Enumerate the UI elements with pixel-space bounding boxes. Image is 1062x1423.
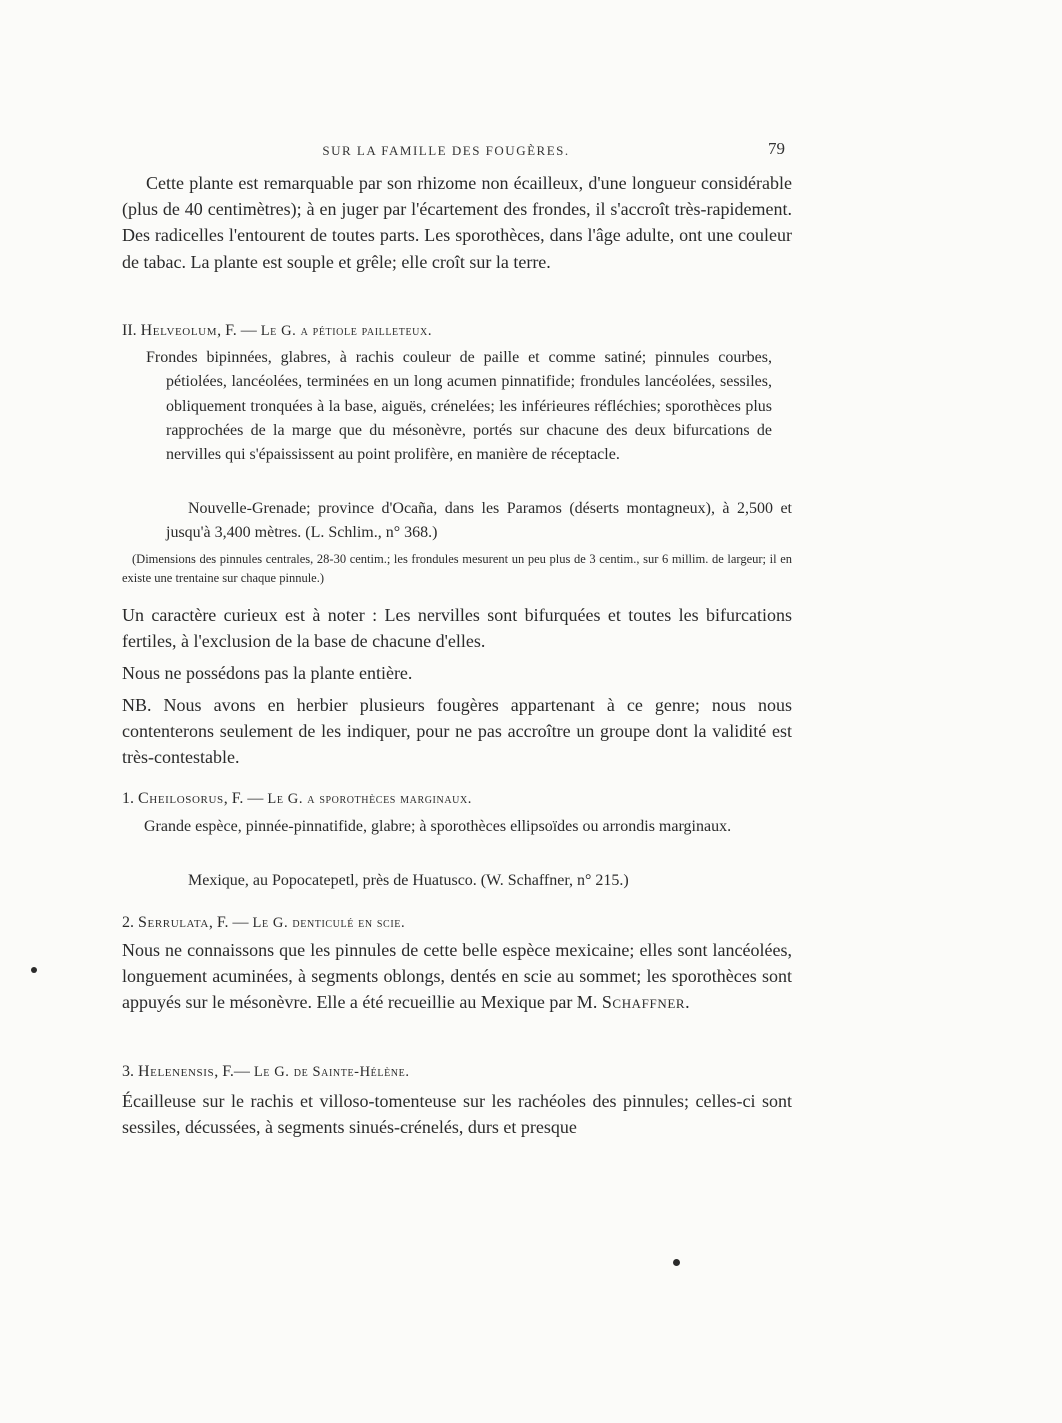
ink-speck bbox=[673, 1259, 680, 1266]
species-1-number: 1. bbox=[122, 790, 134, 807]
section-number: II. bbox=[122, 322, 137, 339]
species-1-title: Le G. a sporothèces marginaux. bbox=[267, 791, 473, 807]
section-ii-heading bbox=[122, 320, 432, 342]
species-2-description-end: . bbox=[685, 992, 690, 1013]
species-1-locality: Mexique, au Popocatepetl, près de Huatusco. (W. Schaffner, n° 215.) bbox=[188, 872, 629, 889]
species-3-number: 3. bbox=[122, 1063, 134, 1080]
genus-title: Le G. a pétiole pailleteux. bbox=[260, 323, 433, 339]
species-1-heading bbox=[122, 788, 472, 810]
species-2-author: , F. — bbox=[208, 914, 253, 931]
species-3-title: Le G. de Sainte-Hélène. bbox=[253, 1064, 410, 1080]
ink-speck bbox=[31, 967, 37, 973]
species-3-name: Helenensis bbox=[138, 1063, 215, 1080]
species-3-heading bbox=[122, 1061, 410, 1083]
species-2-number: 2. bbox=[122, 914, 134, 931]
genus-name: Helveolum bbox=[140, 322, 218, 339]
species-2-title: Le G. denticulé en scie. bbox=[252, 915, 406, 931]
section-ii-description: Frondes bipinnées, glabres, à rachis couleur de paille et comme satiné; pinnules courbes, pétiolées, lancéolées, terminées en un long acumen pinnatifide; frondules lancéolées, sessiles, obliquement tronquées à la base, aiguës, crénelées; les inférieures réfléchies; sporothèces plus rapprochées de la marge que du mésonèvre, portés sur chacune des deux bifurcations de nervilles qui s'épaississent au point prolifère, en manière de réceptacle. bbox=[146, 349, 772, 464]
species-1-name: Cheilosorus bbox=[138, 790, 224, 807]
genus-author: , F. — bbox=[217, 322, 261, 339]
species-1-description: Grande espèce, pinnée-pinnatifide, glabre; à sporothèces ellipsoïdes ou arrondis marginaux. bbox=[144, 818, 732, 835]
section-ii-remark: Un caractère curieux est à noter : Les nervilles sont bifurquées et toutes les bifurcations fertiles, à l'exclusion de la base de chacune d'elles. bbox=[122, 605, 792, 652]
species-2-description-text: Nous ne connaissons que les pinnules de cette belle espèce mexicaine; elles sont lancéolées, longuement acuminées, à segments oblongs, dentés en scie au sommet; les sporothèces sont appuyés sur le mésonèvre. Elle a été recueillie au Mexique par M. bbox=[122, 940, 792, 1013]
species-3-author: , F.— bbox=[214, 1063, 254, 1080]
section-ii-locality: Nouvelle-Grenade; province d'Ocaña, dans les Paramos (déserts montagneux), à 2,500 et jusqu'à 3,400 mètres. (L. Schlim., n° 368.) bbox=[166, 500, 792, 542]
species-2-name: Serrulata bbox=[138, 914, 209, 931]
species-3-description: Écailleuse sur le rachis et villoso-tomenteuse sur les rachéoles des pinnules; celles-ci sont sessiles, décussées, à segments sinués-crénelés, durs et presque bbox=[122, 1091, 792, 1138]
species-2-heading bbox=[122, 912, 405, 934]
species-2-collector: Schaffner bbox=[601, 992, 686, 1013]
species-1-author: , F. — bbox=[223, 790, 268, 807]
section-ii-note: Nous ne possédons pas la plante entière. bbox=[122, 663, 413, 683]
section-ii-dimensions: (Dimensions des pinnules centrales, 28-30 centim.; les frondules mesurent un peu plus de 3 centim., sur 6 millim. de largeur; il en existe une trentaine sur chaque pinnule.) bbox=[122, 552, 792, 585]
section-ii-nb: NB. Nous avons en herbier plusieurs fougères appartenant à ce genre; nous nous contenterons seulement de les indiquer, pour ne pas accroître un groupe dont la validité est très-contestable. bbox=[122, 695, 792, 768]
species-2-description bbox=[122, 937, 792, 1016]
page-number: 79 bbox=[768, 139, 785, 158]
intro-paragraph: Cette plante est remarquable par son rhizome non écailleux, d'une longueur considérable (plus de 40 centimètres); à en juger par l'écartement des frondes, il s'accroît très-rapidement. Des radicelles l'entourent de toutes parts. Les sporothèces, dans l'âge adulte, ont une couleur de tabac. La plante est souple et grêle; elle croît sur la terre. bbox=[122, 173, 792, 272]
running-title: SUR LA FAMILLE DES FOUGÈRES. bbox=[322, 143, 570, 158]
